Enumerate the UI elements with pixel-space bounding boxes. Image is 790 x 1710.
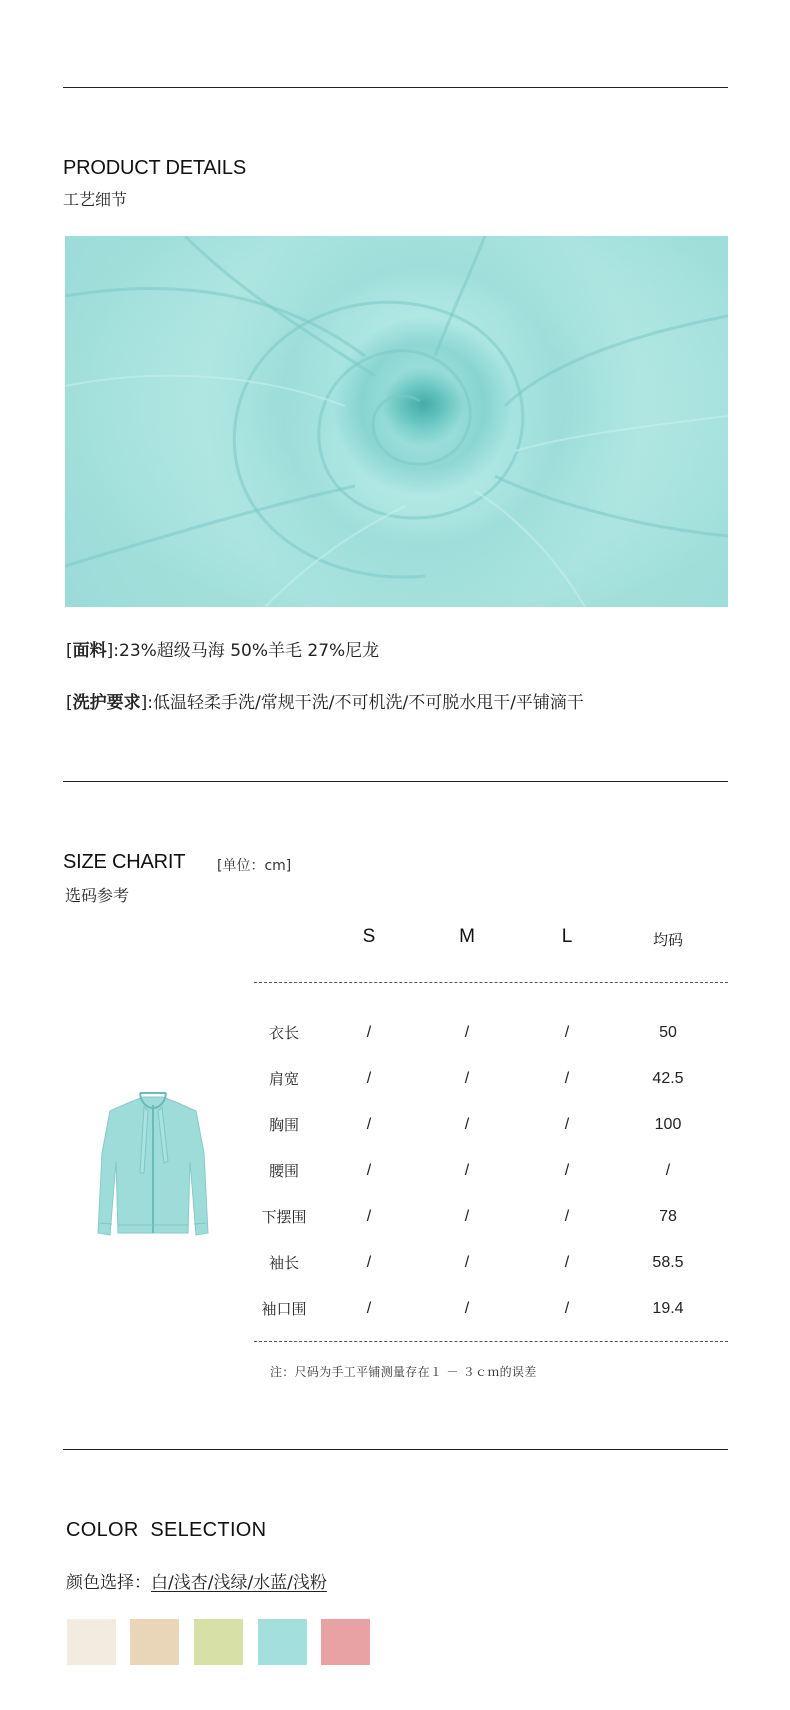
column-header-s: S [362, 926, 376, 947]
table-cell: / [464, 1300, 470, 1317]
color-selection-heading: COLOR SELECTION [66, 1519, 267, 1541]
table-cell: / [366, 1116, 372, 1133]
table-cell: 42.5 [652, 1070, 684, 1087]
table-bottom-dashed-rule [254, 1341, 728, 1342]
swatch-aqua-blue [258, 1619, 307, 1665]
table-cell: / [464, 1070, 470, 1087]
table-cell: / [564, 1300, 570, 1317]
table-cell: / [366, 1024, 372, 1041]
table-cell: 19.4 [652, 1300, 684, 1317]
row-label-hem: 下摆围 [261, 1208, 307, 1226]
product-details-heading: PRODUCT DETAILS [63, 157, 246, 179]
row-label-waist: 腰围 [268, 1162, 299, 1180]
table-top-dashed-rule [254, 982, 728, 983]
table-cell: 78 [659, 1208, 677, 1225]
swatch-light-apricot [130, 1619, 179, 1665]
measurement-note: 注：尺码为手工平铺测量存在１ － ３ｃｍ的误差 [270, 1365, 537, 1379]
table-cell: 50 [659, 1024, 677, 1041]
table-cell: / [564, 1070, 570, 1087]
column-header-one-size: 均码 [652, 931, 683, 949]
care-label: 洗护要求 [72, 693, 141, 713]
table-cell: 58.5 [652, 1254, 684, 1271]
top-divider [63, 87, 728, 88]
size-chart-subheading: 选码参考 [65, 886, 130, 905]
fabric-composition: [面料]:23%超级马海 50%羊毛 27%尼龙 [66, 641, 380, 661]
table-cell: 100 [654, 1116, 682, 1133]
table-cell: / [464, 1024, 470, 1041]
table-cell: / [366, 1254, 372, 1271]
column-header-l: L [561, 926, 573, 947]
column-header-m: M [459, 926, 475, 947]
color-options: 白/浅杏/浅绿/水蓝/浅粉 [151, 1573, 327, 1593]
product-details-subheading: 工艺细节 [63, 190, 128, 209]
fabric-label: 面料 [72, 641, 107, 661]
row-label-sleeve-length: 袖长 [268, 1254, 299, 1272]
care-instructions: [洗护要求]:低温轻柔手洗/常规干洗/不可机洗/不可脱水甩干/平铺滴干 [66, 693, 584, 713]
section-divider [63, 781, 728, 782]
row-label-cuff: 袖口围 [261, 1300, 307, 1318]
table-cell: / [564, 1254, 570, 1271]
row-label-chest: 胸围 [268, 1116, 299, 1134]
fabric-closeup-photo [65, 236, 728, 607]
table-cell: / [464, 1208, 470, 1225]
table-cell: / [464, 1116, 470, 1133]
table-cell: / [464, 1254, 470, 1271]
table-cell: / [564, 1116, 570, 1133]
table-cell: / [464, 1162, 470, 1179]
table-cell: / [366, 1300, 372, 1317]
fabric-value: 23%超级马海 50%羊毛 27%尼龙 [119, 641, 380, 661]
cardigan-illustration [88, 1083, 218, 1243]
size-unit-label: [单位：cm] [217, 858, 292, 874]
table-cell: / [366, 1208, 372, 1225]
table-cell: / [366, 1070, 372, 1087]
size-chart-heading: SIZE CHARIT [63, 851, 186, 873]
swatch-light-green [194, 1619, 243, 1665]
section-divider [63, 1449, 728, 1450]
table-cell: / [665, 1162, 671, 1179]
care-value: 低温轻柔手洗/常规干洗/不可机洗/不可脱水甩干/平铺滴干 [153, 693, 584, 713]
table-cell: / [564, 1208, 570, 1225]
color-options-line [66, 1568, 327, 1593]
table-cell: / [366, 1162, 372, 1179]
table-cell: / [564, 1162, 570, 1179]
swatch-light-pink [321, 1619, 370, 1665]
table-cell: / [564, 1024, 570, 1041]
swatch-white [67, 1619, 116, 1665]
color-label: 颜色选择： [66, 1573, 151, 1593]
row-label-length: 衣长 [268, 1024, 299, 1042]
row-label-shoulder: 肩宽 [268, 1070, 299, 1088]
